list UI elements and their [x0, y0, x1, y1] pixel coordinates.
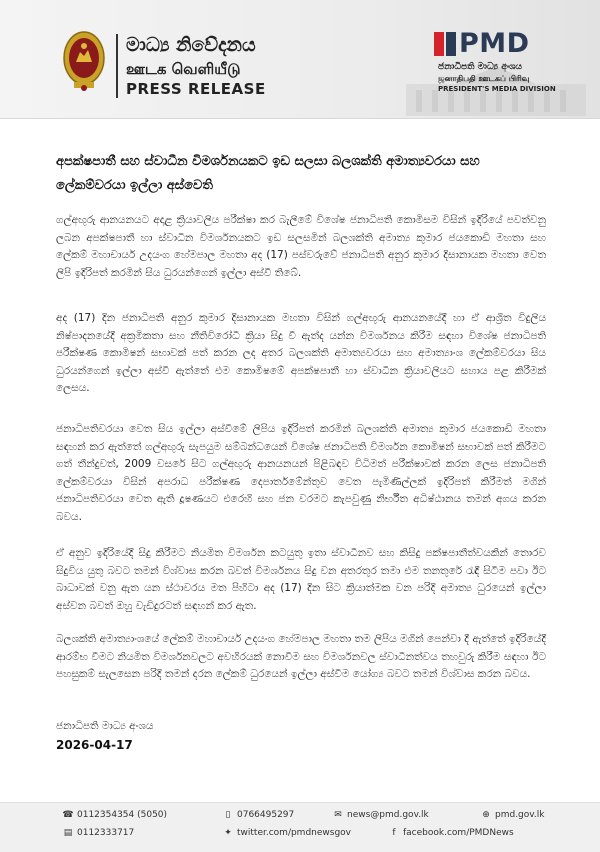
mobile-icon: ▯ — [225, 810, 231, 820]
globe-icon: ⊕ — [482, 810, 490, 820]
signature-organization: ජනාධිපති මාධ්‍ය අංශය — [56, 720, 154, 732]
footer-mobile-text: 0766495297 — [237, 810, 295, 820]
body-paragraph-4: ඒ අනුව ඉදිරියේදී සිදු කිරීමට නියමිත විමර්ශන කටයුතු ඉතා ස්වාධීනව සහ කිසිදු පක්ෂපාතීත්වයකින් තොරව සිදුවිය යුතු බවට තමන් විශ්වාස කරන බවත් විමර්ශනය සිදු වන අතරතුර තමා එම තනතුරේ රැඳී සිටීම පවා ඊට බාධාවක් වනු ඇත යන ස්ථාවරය මත පිහිටා අද (17) දින සිට ක්‍රියාත්මක වන පරිදි අමාත්‍ය ධුරයෙන් ඉල්ලා අස්වන බවත් ඔහු වැඩිදුරටත් සඳහන් කර ඇත. — [56, 547, 546, 612]
footer-email[interactable] — [332, 810, 429, 820]
footer-phone — [62, 810, 167, 820]
footer-phone-text: 0112354354 (5050) — [77, 810, 168, 820]
footer-facebook-text[interactable]: facebook.com/PMDNews — [403, 828, 514, 838]
press-release-title-english: PRESS RELEASE — [126, 80, 266, 98]
footer-mobile — [222, 810, 294, 820]
email-icon: ✉ — [334, 810, 342, 820]
fax-icon: ▤ — [63, 828, 73, 838]
footer-email-text[interactable]: news@pmd.gov.lk — [347, 810, 429, 820]
footer-twitter-text[interactable]: twitter.com/pmdnewsgov — [237, 828, 352, 838]
twitter-icon: ✦ — [224, 828, 232, 838]
press-release-title-tamil: ஊடக வெளியீடு — [126, 60, 241, 78]
footer-twitter[interactable] — [222, 828, 351, 838]
header-divider — [116, 34, 118, 98]
release-date: 2026-04-17 — [56, 738, 133, 752]
pmd-subtitle-tamil: ஜனாதிபதி ஊடகப் பிரிவு — [438, 74, 530, 83]
phone-icon: ☎ — [62, 810, 74, 820]
body-paragraph-1: ගල්අඟුරු ආනයනයට අදාළ ක්‍රියාවලිය පරීක්ෂා කර බැලීමේ විශේෂ ජනාධිපති කොමිසම විසින් ඉදිරියේ පවත්වනු ලබන අපක්ෂපාතී හා ස්වාධීන විමර්ශනයකට ඉඩ සලසමින් බලශක්ති අමාත්‍ය කුමාර ජයකොඩි මහතා සහ ලේකම් මහාචාර්ය උදයංග හේමපාල මහතා අද (17) පස්වරුවේ ජනාධිපති අනුර කුමාර දිසානායක මහතා වෙත ලිපි ඉදිරිපත් කරමින් සිය ධුරයන්ගෙන් ඉල්ලා අස්වී තිබේ. — [56, 214, 546, 279]
press-release-header — [0, 0, 600, 119]
footer-fax — [62, 828, 134, 838]
pmd-subtitle-english: PRESIDENT'S MEDIA DIVISION — [438, 85, 556, 93]
body-paragraph-2: අද (17) දින ජනාධිපති අනුර කුමාර දිසානායක මහතා විසින් ගල්අඟුරු ආනයනයේදී හා ඒ ආශ්‍රිත විදුලිය නිෂ්පාදනයේදී අක්‍රමිකතා සහ නීතිවිරෝධී ක්‍රියා සිදු වී ඇත්ද යන්න විමර්ශනය කිරීම සඳහා විශේෂ ජනාධිපති පරීක්ෂණ කොමිෂන් සභාවක් පත් කරන ලද අතර බලශක්ති අමාත්‍යවරයා සහ අමාත්‍යාංශ ලේකම්වරයා සිය ධුරයන්ගෙන් ඉල්ලා අස්වී ඇත්තේ එම කොමිෂමේ අපක්ෂපාතී හා ස්වාධීන ක්‍රියාවලියට සහාය පළ කිරීමක් ලෙසය. — [56, 312, 546, 394]
footer-facebook[interactable] — [388, 828, 514, 838]
pmd-brand-name: PMD — [459, 28, 530, 59]
press-release-title-sinhala: මාධ්‍ය නිවේදනය — [126, 34, 256, 56]
footer-fax-text: 0112333717 — [77, 828, 135, 838]
footer-website-text[interactable]: pmd.gov.lk — [495, 810, 545, 820]
headline: අපක්ෂපාතී සහ ස්වාධීන විමර්ශනයකට ඉඩ සලසා බලශක්ති අමාත්‍යවරයා සහ ලේකම්වරයා ඉල්ලා අස්වෙති — [56, 154, 480, 193]
pmd-subtitle-sinhala: ජනාධිපති මාධ්‍ය අංශය — [438, 62, 523, 72]
pmd-logo-icon — [434, 32, 456, 56]
facebook-icon: f — [392, 828, 396, 838]
body-paragraph-3: ජනාධිපතිවරයා වෙත සිය ඉල්ලා අස්වීමේ ලිපිය ඉදිරිපත් කරමින් බලශක්ති අමාත්‍ය කුමාර ජයකොඩි මහතා සඳහන් කර ඇත්තේ ගල්අඟුරු සැපයුම සම්බන්ධයෙන් විශේෂ ජනාධිපති විමර්ශන කොමිෂන් සභාවක් පත් කිරීමට ගත් තීන්දුවත්, 2009 වසරේ සිට ගල්අඟුරු ආනයනයන් පිළිබඳව විධිමත් පරීක්ෂාවක් කරන ලෙස ජනාධිපති ලේකම්වරයා විසින් අපරාධ පරීක්ෂණ දෙපාර්තමේන්තුව වෙත පැමිණිල්ලක් ඉදිරිපත් කිරීමත් මගින් ජනාධිපතිවරයා වෙත ඇති දූෂණයට එරෙහි සහ ජන වරමට කැපවුණු නිර්භීත අධිෂ්ඨානය තමන් අගය කරන බවය. — [56, 423, 546, 523]
body-paragraph-5: බලශක්ති අමාත්‍යාංශයේ ලේකම් මහාචාර්ය උදයංග හේමපාල මහතා තම ලිපිය මගින් පෙන්වා දී ඇත්තේ ඉදිරියේදී ආරම්භ වීමට නියමිත විමර්ශනවලට අවහිරයක් නොවීම සහ විමර්ශනවල ස්වාධීනත්වය තහවුරු කිරීම සඳහා ඊට පහසුකම් සැලසෙන පරිදි තමන් දරන ලේකම් ධුරයෙන් ඉල්ලා අස්වීම යෝග්‍ය බවට තමන් විශ්වාස කරන බවය. — [56, 633, 546, 680]
sri-lanka-emblem-icon — [62, 30, 106, 94]
footer-website[interactable] — [480, 810, 544, 820]
